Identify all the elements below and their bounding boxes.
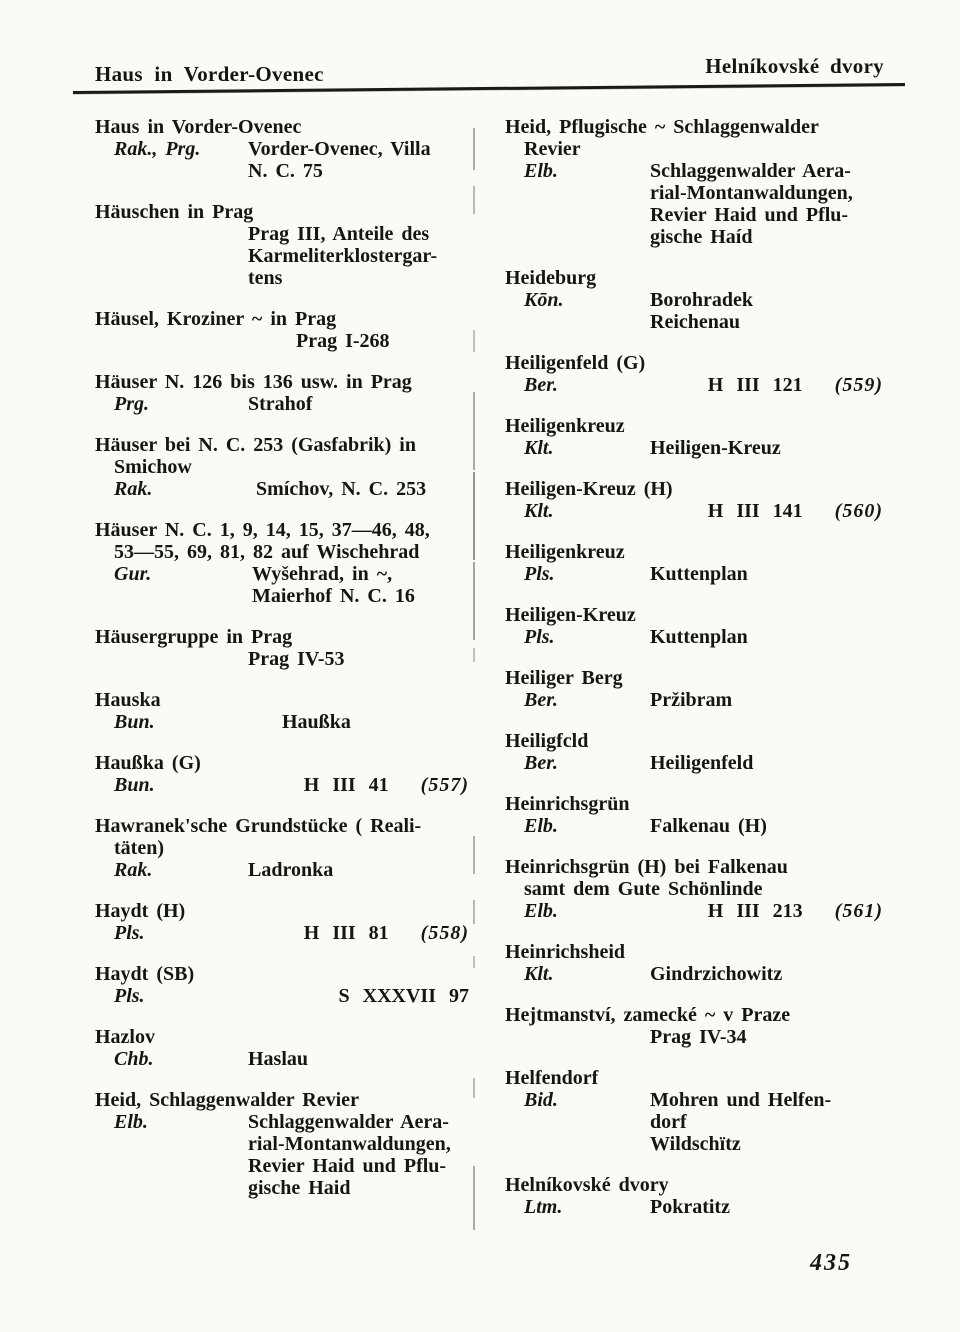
- entry-headword: 53—55, 69, 81, 82 auf Wischehrad: [114, 541, 420, 563]
- index-entry: [95, 689, 471, 733]
- entry-description: Vorder-Ovenec, Villa N. C. 75: [248, 138, 431, 182]
- index-entry: [505, 352, 885, 396]
- index-entry: [505, 1067, 885, 1155]
- entry-headword: Hauska: [95, 689, 161, 711]
- index-entry: [505, 478, 885, 522]
- entry-headword: Haus in Vorder-Ovenec: [95, 116, 302, 138]
- entry-headword: Heinrichsheid: [505, 941, 626, 963]
- left-column: [95, 116, 471, 1218]
- column-rule-mark: [473, 128, 475, 170]
- entry-row: [505, 563, 885, 585]
- index-entry: [95, 1089, 471, 1199]
- entry-description: Heiligenfeld: [650, 752, 754, 774]
- index-entry: [95, 434, 471, 500]
- entry-row: [505, 289, 885, 333]
- column-rule-mark: [473, 562, 475, 640]
- entry-source-abbr: Klt.: [524, 500, 554, 522]
- entry-headword: Häuschen in Prag: [95, 201, 254, 223]
- entry-row: [95, 774, 471, 796]
- entry-description: Borohradek Reichenau: [650, 289, 753, 333]
- entry-row: [505, 900, 885, 922]
- entry-source-abbr: Rak.: [114, 859, 153, 881]
- entry-source-abbr: Prg.: [114, 393, 149, 415]
- entry-description: Prag IV-53: [248, 648, 345, 670]
- entry-source-abbr: Klt.: [524, 437, 554, 459]
- entry-row: [505, 963, 885, 985]
- index-entry: [95, 519, 471, 607]
- entry-headword: Heinrichsgrün (H) bei Falkenau: [505, 856, 788, 878]
- entry-description: Pokratitz: [650, 1196, 730, 1218]
- entry-description: Smíchov, N. C. 253: [256, 478, 427, 500]
- column-rule-mark: [473, 392, 475, 470]
- entry-source-abbr: Kōn.: [524, 289, 564, 311]
- entry-description: Haslau: [248, 1048, 309, 1070]
- entry-description: Ladronka: [248, 859, 334, 881]
- entry-source-abbr: Bun.: [114, 711, 155, 733]
- right-column: [505, 116, 885, 1237]
- entry-row: [95, 478, 471, 500]
- entry-reference-code: S XXXVII 97: [338, 985, 469, 1007]
- entry-row: [505, 626, 885, 648]
- entry-reference-code: H III 121: [707, 374, 803, 396]
- index-entry: [505, 1174, 885, 1218]
- entry-row: [95, 1048, 471, 1070]
- entry-reference-number: (557): [420, 774, 469, 796]
- index-entry: [95, 752, 471, 796]
- entry-reference: [304, 922, 469, 944]
- index-entry: [95, 308, 471, 352]
- entry-source-abbr: Pls.: [524, 626, 555, 648]
- index-entry: [95, 963, 471, 1007]
- entry-headword: Heiligen-Kreuz (H): [505, 478, 673, 500]
- entry-description: Falkenau (H): [650, 815, 767, 837]
- entry-reference: [708, 374, 883, 396]
- entry-headword: täten): [114, 837, 164, 859]
- entry-reference-code: H III 81: [303, 922, 389, 944]
- entry-source-abbr: Elb.: [114, 1111, 148, 1133]
- index-entry: [505, 856, 885, 922]
- index-entry: [95, 626, 471, 670]
- entry-headword: Heiligfcld: [505, 730, 589, 752]
- index-entry: [505, 116, 885, 248]
- entry-row: [505, 1196, 885, 1218]
- entry-headword: Heiligenfeld (G): [505, 352, 646, 374]
- entry-headword: Heinrichsgrün: [505, 793, 630, 815]
- entry-headword: Heiligenkreuz: [505, 415, 625, 437]
- entry-description: Kuttenplan: [650, 563, 748, 585]
- entry-headword: samt dem Gute Schönlinde: [524, 878, 763, 900]
- entry-row: [505, 1026, 885, 1048]
- index-entry: [95, 900, 471, 944]
- entry-row: [505, 1089, 885, 1155]
- entry-source-abbr: Bun.: [114, 774, 155, 796]
- entry-description: Wyšehrad, in ~, Maierhof N. C. 16: [252, 563, 415, 607]
- entry-row: [505, 815, 885, 837]
- entry-source-abbr: Ber.: [524, 374, 558, 396]
- entry-row: [95, 563, 471, 607]
- entry-headword: Häusergruppe in Prag: [95, 626, 293, 648]
- entry-source-abbr: Bid.: [524, 1089, 558, 1111]
- entry-description: Heiligen-Kreuz: [650, 437, 781, 459]
- index-entry: [505, 604, 885, 648]
- entry-source-abbr: Ber.: [524, 689, 558, 711]
- index-entry: [95, 815, 471, 881]
- entry-headword: Häuser N. 126 bis 136 usw. in Prag: [95, 371, 412, 393]
- column-rule-mark: [473, 1166, 475, 1230]
- entry-headword: Heid, Schlaggenwalder Revier: [95, 1089, 359, 1111]
- entry-headword: Hazlov: [95, 1026, 155, 1048]
- entry-reference-number: (558): [420, 922, 469, 944]
- entry-description: Strahof: [248, 393, 313, 415]
- entry-source-abbr: Chb.: [114, 1048, 154, 1070]
- running-header-right: Helníkovské dvory: [705, 54, 884, 78]
- entry-source-abbr: Gur.: [114, 563, 152, 585]
- entry-headword: Haydt (SB): [95, 963, 195, 985]
- entry-source-abbr: Pls.: [524, 563, 555, 585]
- entry-description: Pržibram: [650, 689, 733, 711]
- entry-source-abbr: Ber.: [524, 752, 558, 774]
- entry-reference-code: H III 213: [707, 900, 803, 922]
- entry-description: Mohren und Helfen- dorf Wildschïtz: [650, 1089, 832, 1155]
- entry-reference-number: (559): [834, 374, 883, 396]
- column-rule-mark: [473, 648, 475, 662]
- entry-headword: Heid, Pflugische ~ Schlaggenwalder: [505, 116, 819, 138]
- index-entry: [505, 541, 885, 585]
- entry-row: [95, 859, 471, 881]
- index-entry: [95, 1026, 471, 1070]
- entry-headword: Häuser bei N. C. 253 (Gasfabrik) in: [95, 434, 416, 456]
- entry-headword: Revier: [524, 138, 581, 160]
- entry-description: Schlaggenwalder Aera- rial-Montanwaldungen, Revier Haid und Pflu- gische Haíd: [650, 160, 853, 248]
- entry-reference: [339, 985, 469, 1007]
- entry-source-abbr: Ltm.: [524, 1196, 563, 1218]
- index-entry: [505, 667, 885, 711]
- entry-row: [505, 689, 885, 711]
- entry-description: Kuttenplan: [650, 626, 748, 648]
- entry-row: [95, 711, 471, 733]
- entry-row: [95, 330, 471, 352]
- entry-source-abbr: Rak., Prg.: [114, 138, 201, 160]
- entry-headword: Heiliger Berg: [505, 667, 623, 689]
- entry-headword: Häusel, Kroziner ~ in Prag: [95, 308, 337, 330]
- entry-headword: Heiligenkreuz: [505, 541, 625, 563]
- entry-row: [505, 752, 885, 774]
- index-entry: [95, 116, 471, 182]
- column-rule-mark: [473, 900, 475, 924]
- entry-description: Schlaggenwalder Aera- rial-Montanwaldungen, Revier Haid und Pflu- gische Haid: [248, 1111, 451, 1199]
- entry-row: [95, 922, 471, 944]
- entry-row: [505, 160, 885, 248]
- index-entry: [505, 941, 885, 985]
- entry-description: Gindrzichowitz: [650, 963, 783, 985]
- column-rule-mark: [473, 472, 475, 560]
- entry-description: Prag I-268: [296, 330, 390, 352]
- entry-headword: Heideburg: [505, 267, 597, 289]
- index-entry: [95, 201, 471, 289]
- index-entry: [505, 730, 885, 774]
- entry-source-abbr: Elb.: [524, 815, 558, 837]
- entry-headword: Hawranek'sche Grundstücke ( Reali-: [95, 815, 422, 837]
- column-rule-mark: [473, 956, 475, 968]
- entry-headword: Hejtmanství, zamecké ~ v Praze: [505, 1004, 791, 1026]
- entry-reference: [304, 774, 469, 796]
- entry-row: [95, 223, 471, 289]
- entry-source-abbr: Elb.: [524, 900, 558, 922]
- column-rule-mark: [473, 186, 475, 214]
- running-header-left: Haus in Vorder-Ovenec: [95, 62, 324, 86]
- entry-headword: Helníkovské dvory: [505, 1174, 669, 1196]
- index-entry: [505, 415, 885, 459]
- entry-row: [95, 1111, 471, 1199]
- entry-row: [505, 437, 885, 459]
- entry-source-abbr: Klt.: [524, 963, 554, 985]
- column-rule-mark: [473, 330, 475, 352]
- entry-description: Prag IV-34: [650, 1026, 747, 1048]
- entry-reference-number: (561): [834, 900, 883, 922]
- entry-row: [95, 985, 471, 1007]
- entry-source-abbr: Pls.: [114, 922, 145, 944]
- entry-headword: Haußka (G): [95, 752, 201, 774]
- entry-reference: [708, 500, 883, 522]
- page-number: 435: [810, 1250, 852, 1276]
- entry-reference: [708, 900, 883, 922]
- entry-reference-code: H III 141: [707, 500, 803, 522]
- index-entry: [95, 371, 471, 415]
- entry-reference-code: H III 41: [303, 774, 389, 796]
- entry-row: [95, 138, 471, 182]
- entry-source-abbr: Pls.: [114, 985, 145, 1007]
- index-entry: [505, 793, 885, 837]
- entry-row: [505, 374, 885, 396]
- entry-headword: Häuser N. C. 1, 9, 14, 15, 37—46, 48,: [95, 519, 430, 541]
- column-rule-mark: [473, 1078, 475, 1098]
- entry-source-abbr: Rak.: [114, 478, 153, 500]
- entry-reference-number: (560): [834, 500, 883, 522]
- index-entry: [505, 267, 885, 333]
- entry-headword: Haydt (H): [95, 900, 186, 922]
- column-rule-mark: [473, 836, 475, 874]
- entry-headword: Helfendorf: [505, 1067, 599, 1089]
- entry-headword: Smichow: [114, 456, 192, 478]
- entry-description: Haußka: [282, 711, 351, 733]
- entry-row: [95, 393, 471, 415]
- entry-row: [95, 648, 471, 670]
- entry-row: [505, 500, 885, 522]
- entry-source-abbr: Elb.: [524, 160, 558, 182]
- entry-headword: Heiligen-Kreuz: [505, 604, 636, 626]
- index-entry: [505, 1004, 885, 1048]
- entry-description: Prag III, Anteile des Karmeliterklostergar- tens: [248, 223, 438, 289]
